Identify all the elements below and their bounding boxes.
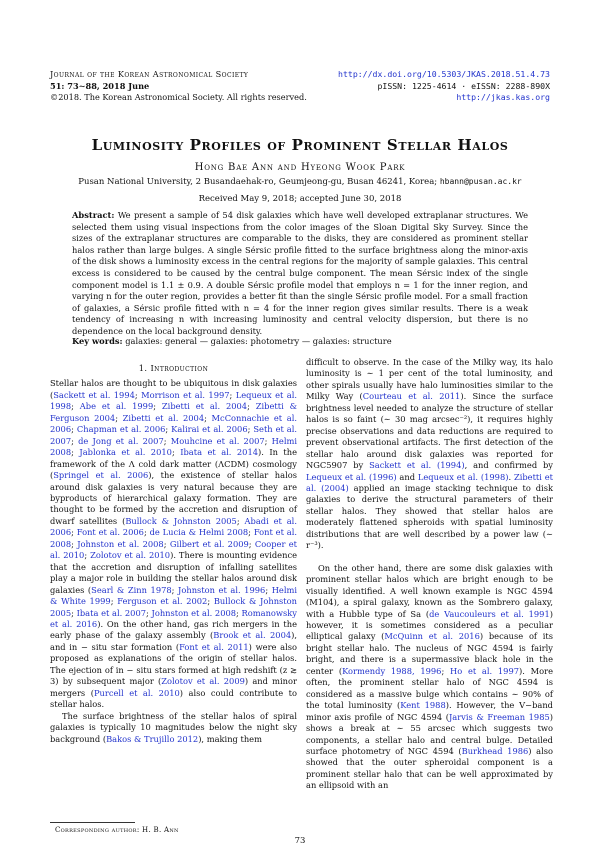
citation-link[interactable]: Burkhead 1986	[461, 745, 529, 756]
citation-link[interactable]: Sackett et al. (1994)	[369, 460, 465, 471]
citation-link[interactable]: Abadi et al. 2006	[50, 515, 297, 538]
citation-link[interactable]: Mouhcine et al. 2007	[170, 435, 265, 446]
citation-link[interactable]: Purcell et al. 2010	[93, 687, 180, 698]
footnote-rule	[50, 822, 135, 823]
citation-link[interactable]: Ibata et al. 2014	[180, 447, 259, 458]
citation-link[interactable]: Abe et al. 1999	[79, 401, 154, 412]
abstract-text: We present a sample of 54 disk galaxies which have well developed extraplanar structures. We selected them using visual inspections from the color images of the Sloan Digital Sky Survey. Since the sizes of the extraplanar structures are comparable to the disks, they are considered as prominent stellar halos rather than large bulges. A single Sérsic profile fitted to the surface brightness along the minor-axis of the disk shows a luminosity excess in the central regions for the majority of sample galaxies. This central excess is considered to be caused by the central bulge component. The mean Sérsic index of the single component model is 1.1 ± 0.9. A double Sérsic profile model that employs n = 1 for the inner region, and varying n for the outer region, provides a better fit than the single Sérsic profile model. For a small fraction of galaxies, a Sérsic profile fitted with n = 4 for the inner region gives similar results. There is a weak tendency of increasing n with increasing luminosity and central velocity dispersion, but there is no dependence on the local background density.	[72, 210, 528, 336]
citation-link[interactable]: Jarvis & Freeman 1985	[448, 711, 550, 722]
citation-link[interactable]: Lequeux et al. (1996)	[306, 471, 397, 482]
citation-link[interactable]: Morrison et al. 1997	[141, 389, 230, 400]
citation-link[interactable]: Zolotov et al. 2009	[161, 676, 245, 687]
section-heading: 1. Introduction	[138, 363, 209, 373]
citation-link[interactable]: McQuinn et al. 2016	[384, 631, 480, 642]
doi-header	[338, 69, 550, 104]
citation-link[interactable]: Searl & Zinn 1978	[91, 584, 172, 595]
citation-link[interactable]: Courteau et al. 2011	[362, 391, 461, 402]
issn-line: pISSN: 1225-4614 · eISSN: 2288-890X	[377, 80, 550, 91]
abstract-label: Abstract:	[72, 210, 115, 220]
page-number: 73	[294, 836, 306, 846]
journal-url-link[interactable]: http://jkas.kas.org	[456, 92, 550, 102]
citation-link[interactable]: Romanowsky et al. 2016	[50, 607, 297, 629]
citation-link[interactable]: de Vaucouleurs et al. 1991	[429, 608, 550, 619]
abstract	[72, 210, 528, 338]
keywords-text: galaxies: general — galaxies: photometry — galaxies: structure	[125, 336, 392, 346]
citation-link[interactable]: Kent 1988	[400, 700, 446, 711]
citation-link[interactable]: Seth et al. 2007	[50, 424, 298, 446]
citation-link[interactable]: Kormendy 1988, 1996	[342, 665, 442, 676]
citation-link[interactable]: Jablonka et al. 2010	[79, 447, 172, 458]
citation-link[interactable]: Ibata et al. 2007	[76, 607, 147, 618]
affiliation	[0, 177, 600, 187]
citation-link[interactable]: Lequeux et al. 1998	[50, 389, 297, 412]
intro-paragraph-4: On the other hand, there are some disk galaxies with prominent stellar halos which are bright enough to be visually identified. A well known example is NGC 4594 (M104), a spiral galaxy, known as the Sombrero galaxy, with a Hubble type of Sa (de Vaucouleurs et al. 1991) however, it is sometimes considered as a peculiar elliptical galaxy (McQuinn et al. 2016) because of its bright stellar halo. The nucleus of NGC 4594 is fairly bright, and there is a supermassive black hole in the center (Kormendy 1988, 1996; Ho et al. 1997). More often, the prominent stellar halo of NGC 4594 is considered as a massive bulge which contains ∼ 90% of the total luminosity (Kent 1988). However, the V−band minor axis profile of NGC 4594 (Jarvis & Freeman 1985) shows a break at ∼ 55 arcsec which suggests two components, a stellar halo and central bulge. Detailed surface photometry of NGC 4594 (Burkhead 1986) also showed that the outer spheroidal component is a prominent stellar halo that can be well approximated by an ellipsoid with an	[306, 562, 554, 791]
journal-header	[50, 69, 307, 104]
citation-link[interactable]: Helmi 2008	[50, 435, 297, 458]
affiliation-text: Pusan National University, 2 Busandaehak-ro, Geumjeong-gu, Busan 46241, Korea;	[78, 177, 438, 187]
citation-link[interactable]: Johnston et al. 2008	[151, 607, 237, 618]
citation-link[interactable]: Font et al. 2011	[179, 641, 249, 652]
keywords-label: Key words:	[72, 336, 123, 346]
citation-link[interactable]: Brook et al. 2004	[213, 630, 292, 641]
intro-paragraph-3: difficult to observe. In the case of the Milky way, its halo luminosity is ∼ 1 per cent of the total luminosity, and other spirals usually have halo luminosities similar to the Milky Way (Courteau et al. 2011). Since the surface brightness level needed to analyze the structure of stellar halos is so faint (∼ 30 mag arcsec⁻²), it requires highly precise observations and data reductions are required to prevent observational artifacts. The first detection of the stellar halo around disk galaxies was reported for NGC5907 by Sackett et al. (1994), and confirmed by Lequeux et al. (1996) and Lequeux et al. (1998). Zibetti et al. (2004) applied an image stacking technique to disk galaxies to derive the structural parameters of their stellar halos. They showed that stellar halos are moderately flattened spheroids with spatial luminosity distributions that are well described by a power law (∼ r⁻³).	[306, 357, 554, 551]
citation-link[interactable]: McConnachie et al. 2006	[50, 412, 297, 435]
citation-link[interactable]: Font et al. 2006	[76, 527, 144, 538]
keywords	[72, 336, 528, 346]
citation-link[interactable]: Sackett et al. 1994	[53, 389, 135, 400]
citation-link[interactable]: de Jong et al. 2007	[78, 435, 164, 446]
citation-link[interactable]: Helmi & White 1999	[50, 584, 298, 607]
citation-link[interactable]: Zibetti et al. (2004)	[306, 471, 553, 493]
right-column	[306, 357, 553, 792]
citation-link[interactable]: Kalirai et al. 2006	[171, 424, 248, 435]
citation-link[interactable]: Bullock & Johnston 2005	[50, 596, 297, 618]
citation-link[interactable]: Zibetti et al. 2004	[122, 412, 205, 423]
citation-link[interactable]: Springel et al. 2006	[53, 470, 149, 481]
citation-link[interactable]: Ferguson et al. 2002	[117, 596, 208, 607]
citation-link[interactable]: Zolotov et al. 2010	[90, 550, 171, 561]
citation-link[interactable]: Cooper et al. 2010	[50, 538, 297, 561]
email-link[interactable]: hbann@pusan.ac.kr	[439, 177, 522, 186]
paper-title: Luminosity Profiles of Prominent Stellar Halos	[91, 136, 509, 154]
intro-paragraph-2: The surface brightness of the stellar halos of spiral galaxies is typically 10 magnitudes below the night sky background (Bakos & Trujillo 2012), making them	[50, 710, 297, 744]
citation-link[interactable]: Ho et al. 1997	[450, 665, 520, 676]
citation-link[interactable]: Gilbert et al. 2009	[169, 538, 249, 549]
citation-link[interactable]: de Lucia & Helmi 2008	[149, 527, 249, 538]
citation-link[interactable]: Font et al. 2008	[50, 527, 298, 549]
doi-link[interactable]: http://dx.doi.org/10.5303/JKAS.2018.51.4.73	[338, 69, 550, 79]
citation-link[interactable]: Bakos & Trujillo 2012	[106, 733, 199, 744]
intro-paragraph-1: Stellar halos are thought to be ubiquitous in disk galaxies (Sackett et al. 1994; Morrison et al. 1997; Lequeux et al. 1998; Abe et al. 1999; Zibetti et al. 2004; Zibetti & Ferguson 2004; Zibetti et al. 2004; McConnachie et al. 2006; Chapman et al. 2006; Kalirai et al. 2006; Seth et al. 2007; de Jong et al. 2007; Mouhcine et al. 2007; Helmi 2008; Jablonka et al. 2010; Ibata et al. 2014). In the framework of the Λ cold dark matter (ΛCDM) cosmology (Springel et al. 2006), the existence of stellar halos around disk galaxies is very natural because they are byproducts of hierarchical galaxy formation. They are thought to be formed by the accretion and disruption of dwarf satellites (Bullock & Johnston 2005; Abadi et al. 2006; Font et al. 2006; de Lucia & Helmi 2008; Font et al. 2008; Johnston et al. 2008; Gilbert et al. 2009; Cooper et al. 2010; Zolotov et al. 2010). There is mounting evidence that the accretion and disruption of infalling satellites play a major role in building the stellar halos around disk galaxies (Searl & Zinn 1978; Johnston et al. 1996; Helmi & White 1999; Ferguson et al. 2002; Bullock & Johnston 2005; Ibata et al. 2007; Johnston et al. 2008; Romanowsky et al. 2016). On the other hand, gas rich mergers in the early phase of the galaxy assembly (Brook et al. 2004), and in − situ star formation (Font et al. 2011) were also proposed as explanations of the origin of stellar halos. The ejection of in − situ stars formed at high redshift (z ≳ 3) by subsequent major (Zolotov et al. 2009) and minor mergers (Purcell et al. 2010) also could contribute to stellar halos.	[50, 378, 298, 710]
received-dates: Received May 9, 2018; accepted June 30, 2018	[198, 194, 402, 204]
citation-link[interactable]: Zibetti & Ferguson 2004	[50, 401, 297, 423]
citation-link[interactable]: Lequeux et al. (1998)	[417, 471, 509, 482]
journal-name: Journal of the Korean Astronomical Society	[50, 69, 249, 79]
citation-link[interactable]: Zibetti et al. 2004	[161, 401, 248, 412]
citation-link[interactable]: Chapman et al. 2006	[76, 424, 166, 435]
volume-line: 51: 73∼88, 2018 June	[50, 80, 150, 91]
left-column	[50, 363, 297, 745]
citation-link[interactable]: Johnston et al. 2008	[77, 538, 164, 549]
author-list: Hong Bae Ann and Hyeong Wook Park	[194, 162, 406, 173]
citation-link[interactable]: Bullock & Johnston 2005	[125, 515, 237, 526]
copyright-line: ©2018. The Korean Astronomical Society. All rights reserved.	[50, 92, 307, 102]
citation-link[interactable]: Johnston et al. 1996	[178, 584, 266, 595]
footnote: Corresponding author: H. B. Ann	[55, 826, 179, 834]
